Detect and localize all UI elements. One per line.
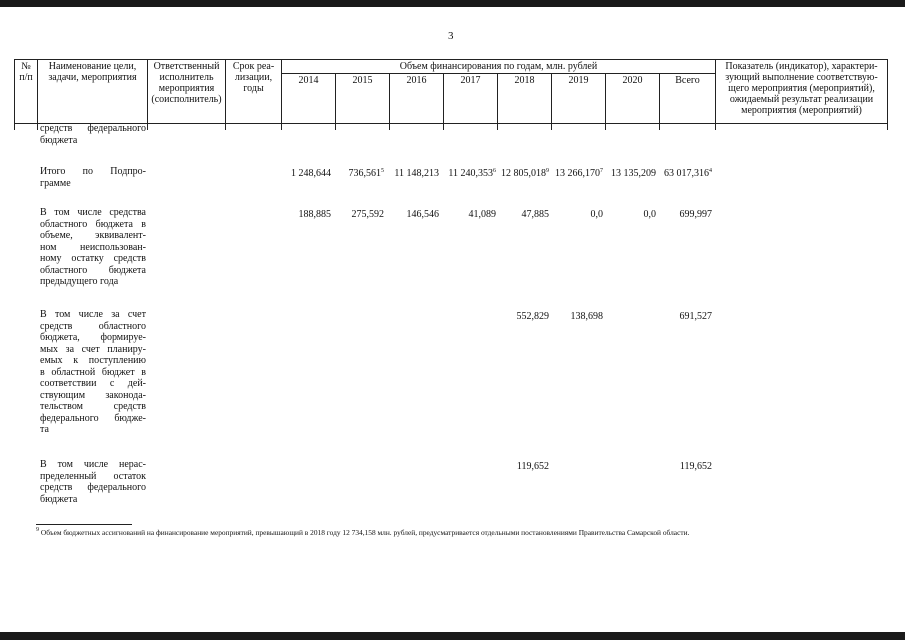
column-divider: [389, 122, 390, 130]
row-label-line: бюджета: [40, 134, 78, 146]
value-text: 0,0: [643, 209, 656, 220]
column-divider: [14, 122, 15, 130]
column-divider: [335, 122, 336, 130]
header-year: 2015: [336, 74, 390, 124]
column-divider: [37, 122, 38, 130]
row-label-line: бюджета: [40, 493, 78, 505]
value-text: 41,089: [468, 209, 496, 220]
column-divider: [659, 122, 660, 130]
footnote: [36, 528, 689, 537]
footnote-mark: 9: [36, 527, 39, 533]
column-divider: [605, 122, 606, 130]
header-year: 2020: [606, 74, 660, 124]
row-label-line: та: [40, 424, 49, 435]
value-text: 1 248,644: [291, 168, 331, 179]
row-label: [40, 459, 146, 505]
footnote-separator: [36, 524, 132, 525]
row-label-line: Итого по Подпро-: [40, 166, 146, 177]
value-footnote-mark: 9: [546, 168, 549, 174]
row-label-line: пределенный остаток: [40, 470, 146, 482]
value-text: 11 148,213: [394, 168, 439, 179]
row-label-line: ствующим законода-: [40, 389, 146, 401]
row-label-line: бюджета, формируе-: [40, 332, 146, 343]
row-label: [40, 207, 146, 288]
header-year: 2016: [390, 74, 444, 124]
value-cell: [642, 311, 712, 323]
row-label-line: в областной бюджет в: [40, 366, 146, 378]
row-label-line: средств областного: [40, 320, 146, 332]
header-year: 2014: [282, 74, 336, 124]
value-text: 63 017,316: [664, 168, 709, 179]
row-label-line: емых к поступлению: [40, 355, 146, 366]
value-footnote-mark: 6: [493, 168, 496, 174]
value-text: 699,997: [679, 209, 712, 220]
value-text: 691,527: [679, 311, 712, 322]
row-label-line: тельством средств: [40, 401, 146, 412]
value-text: 138,698: [570, 311, 603, 322]
value-text: 188,885: [298, 209, 331, 220]
row-label-line: областного бюджета: [40, 264, 146, 276]
header-year: 2019: [552, 74, 606, 124]
row-label-line: грамме: [40, 177, 71, 189]
header-responsible: Ответственный исполнитель мероприятия (соисполнитель): [148, 60, 226, 124]
row-label-line: ному остатку средств: [40, 253, 146, 264]
page-number: 3: [448, 30, 454, 42]
header-year: 2017: [444, 74, 498, 124]
header-indicator: Показатель (индикатор), характери-зующий выполнение соответствую-щего мероприятия (мероприятий), ожидаемый результат реализации мероприятия (мероприятий): [716, 60, 888, 124]
value-text: 12 805,018: [501, 168, 546, 179]
header-term: Срок реа-лизации, годы: [226, 60, 282, 124]
value-cell: [479, 461, 549, 473]
column-divider: [443, 122, 444, 130]
value-footnote-mark: 7: [600, 168, 603, 174]
value-text: 736,561: [348, 168, 381, 179]
value-text: 13 266,170: [555, 168, 600, 179]
row-label-line: ном неиспользован-: [40, 241, 146, 253]
row-label-line: предыдущего года: [40, 276, 119, 287]
value-text: 275,592: [351, 209, 384, 220]
header-total: Всего: [660, 74, 716, 124]
column-divider: [225, 122, 226, 130]
row-label: [40, 123, 146, 146]
value-cell: [642, 168, 712, 180]
value-text: 11 240,353: [448, 168, 493, 179]
header-year: 2018: [498, 74, 552, 124]
footnote-text: Объем бюджетных ассигнований на финансирование мероприятий, превышающий в 2018 году 12 734,158 млн. рублей, предусматривается отдельными постановлениями Правительства Самарской области.: [40, 528, 690, 537]
row-label-line: В том числе нерас-: [40, 459, 146, 470]
value-cell: [642, 209, 712, 221]
row-label-line: объеме, эквивалент-: [40, 230, 146, 241]
column-divider: [147, 122, 148, 130]
column-divider: [497, 122, 498, 130]
column-divider: [281, 122, 282, 130]
column-divider: [887, 122, 888, 130]
column-divider: [551, 122, 552, 130]
row-label-line: мых за счет планиру-: [40, 343, 146, 355]
value-footnote-mark: 4: [709, 168, 712, 174]
value-text: 552,829: [516, 311, 549, 322]
column-divider: [715, 122, 716, 130]
bottom-border: [0, 632, 905, 640]
table-header: [14, 59, 888, 124]
row-label: [40, 309, 146, 436]
row-label-line: средств федерального: [40, 482, 146, 493]
row-label-line: соответствии с дей-: [40, 378, 146, 389]
header-name: Наименование цели, задачи, мероприятия: [38, 60, 148, 124]
row-label: [40, 166, 146, 189]
value-text: 47,885: [521, 209, 549, 220]
header-num: № п/п: [15, 60, 38, 124]
value-text: 13 135,209: [611, 168, 656, 179]
top-border: [0, 0, 905, 7]
row-label-line: средств федерального: [40, 123, 146, 134]
value-cell: [642, 461, 712, 473]
row-label-line: В том числе средства: [40, 207, 146, 218]
header-funding-title: Объем финансирования по годам, млн. рублей: [282, 60, 716, 74]
value-text: 0,0: [590, 209, 603, 220]
row-label-line: В том числе за счет: [40, 309, 146, 320]
value-footnote-mark: 5: [381, 168, 384, 174]
value-text: 119,652: [679, 461, 712, 472]
value-text: 119,652: [516, 461, 549, 472]
row-label-line: федерального бюдже-: [40, 412, 146, 424]
row-label-line: областного бюджета в: [40, 218, 146, 230]
value-text: 146,546: [406, 209, 439, 220]
value-cell: [533, 311, 603, 323]
